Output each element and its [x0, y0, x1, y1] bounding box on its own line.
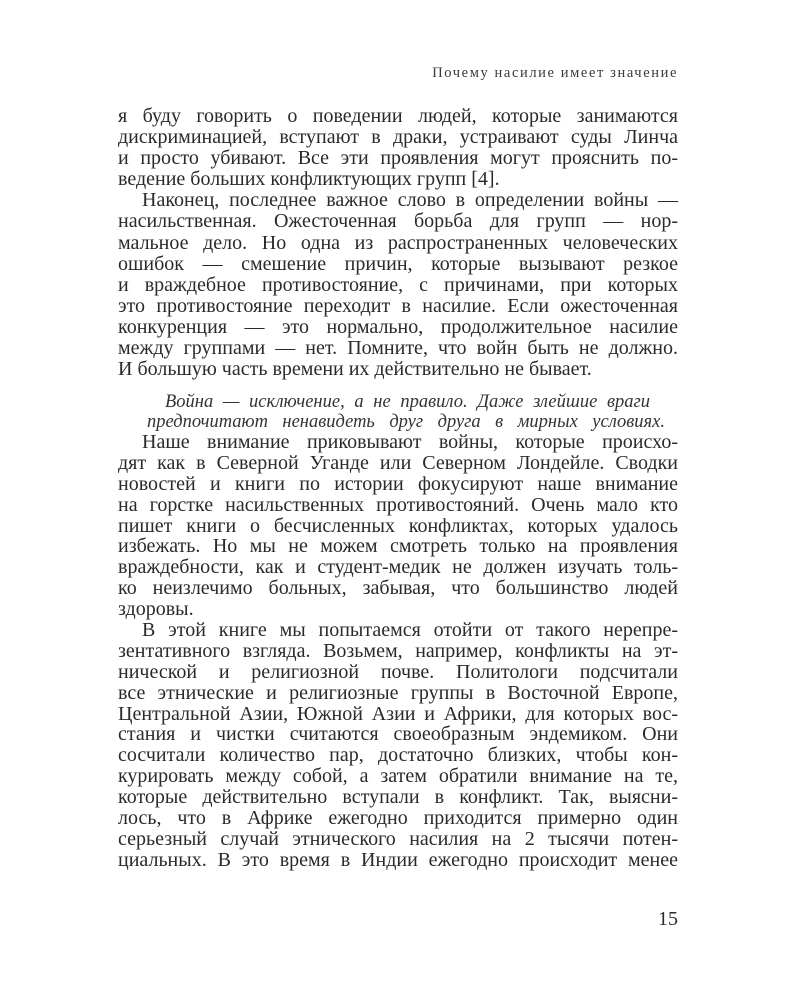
text-line: я буду говорить о поведении людей, которые занимаются [118, 105, 678, 127]
text-line: дискриминацией, вступают в драки, устраивают суды Линча [118, 126, 678, 149]
text-line: избежать. Но мы не можем смотреть только на проявления [118, 535, 678, 558]
page-number: 15 [658, 908, 678, 930]
text-line: это противостояние переходит в насилие. Если ожесточенная [118, 294, 678, 317]
text-line: насильственная. Ожесточенная борьба для групп — нор- [118, 210, 678, 233]
text-line: ошибок — смешение причин, которые вызывают резкое [118, 252, 678, 275]
text-line: все этнические и религиозные группы в Восточной Европе, [118, 681, 678, 704]
text-line: лось, что в Африке ежегодно приходится примерно один [118, 807, 678, 830]
text-line: здоровы. [118, 598, 194, 621]
text-line: зентативного взгляда. Возьмем, например, конфликты на эт- [118, 639, 678, 662]
paragraph [118, 620, 678, 871]
text-line: стания и чистки считаются своеобразным эндемиком. Они [118, 723, 678, 746]
text-line: серьезный случай этнического насилия на 2 тысячи потен- [118, 827, 678, 850]
text-line: Центральной Азии, Южной Азии и Африки, для которых вос- [118, 702, 678, 725]
paragraph [118, 106, 678, 190]
text-line: враждебности, как и студент-медик не должен изучать толь- [118, 556, 678, 579]
body-text-bottom [118, 432, 678, 871]
paragraph [118, 190, 678, 380]
text-line: ведение больших конфликтующих групп [4]. [118, 168, 500, 191]
text-line: дят как в Северной Уганде или Северном Лондейле. Сводки [118, 451, 678, 474]
text-line: мальное дело. Но одна из распространенных человеческих [118, 231, 678, 254]
text-line: и просто убивают. Все эти проявления могут прояснить по- [118, 147, 678, 170]
text-line: и враждебное противостояние, с причинами, при которых [118, 273, 678, 296]
text-line: новостей и книги по истории фокусируют наше внимание [118, 472, 678, 495]
text-line: на горстке насильственных противостояний. Очень мало кто [118, 493, 678, 516]
text-line: сосчитали количество пар, достаточно близких, чтобы кон- [118, 744, 678, 767]
text-line: пишет книги о бесчисленных конфликтах, которых удалось [118, 514, 678, 537]
text-line: Наше внимание приковывают войны, которые происхо- [142, 431, 678, 453]
text-line: между группами — нет. Помните, что войн быть не должно. [118, 337, 678, 360]
text-line: нической и религиозной почве. Политологи подсчитали [118, 660, 678, 683]
text-line: которые действительно вступали в конфликт. Так, выясни- [118, 786, 678, 809]
body-text-top [118, 106, 678, 380]
text-line: И большую часть времени их действительно не бывает. [118, 358, 592, 381]
pull-quote [118, 393, 678, 432]
paragraph [118, 432, 678, 620]
text-line: циальных. В это время в Индии ежегодно происходит менее [118, 848, 678, 871]
quote-line: предпочитают ненавидеть друг друга в мирных условиях. [147, 411, 665, 432]
text-line: ко неизлечимо больных, забывая, что большинство людей [118, 577, 678, 600]
text-line: В этой книге мы попытаемся отойти от такого нерепре- [142, 619, 678, 642]
text-line: курировать между собой, а затем обратили внимание на те, [118, 765, 678, 788]
text-line: Наконец, последнее важное слово в определении войны — [142, 189, 678, 212]
quote-line: Война — исключение, а не правило. Даже злейшие враги [165, 392, 650, 412]
running-header: Почему насилие имеет значение [432, 65, 678, 81]
text-line: конкуренция — это нормально, продолжительное насилие [118, 315, 678, 338]
